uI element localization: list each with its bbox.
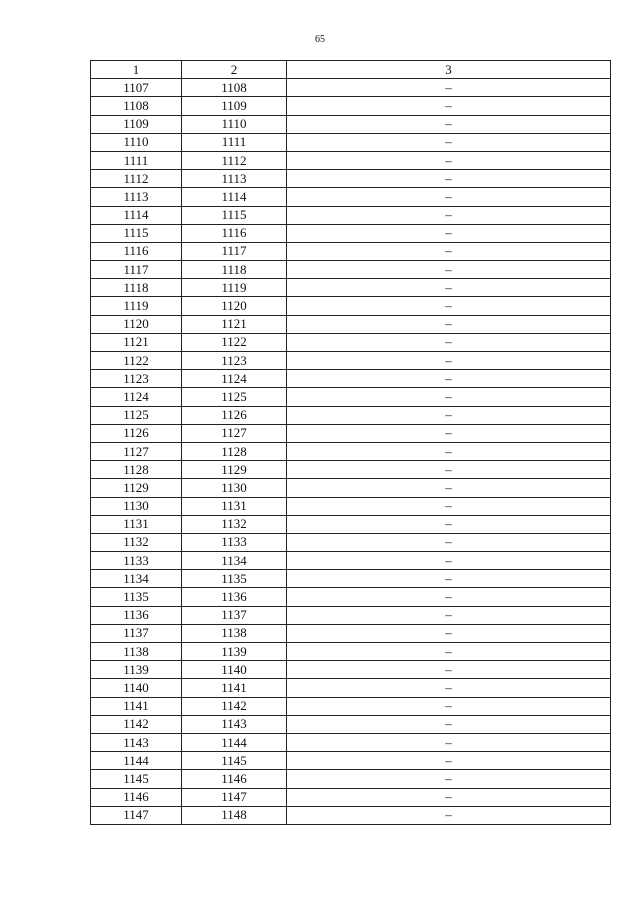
table-cell-col-3: – (287, 297, 611, 315)
table-cell-col-2: 1132 (182, 515, 287, 533)
table-row (91, 461, 611, 479)
table-cell-col-3: – (287, 643, 611, 661)
table-cell-col-2: 1144 (182, 733, 287, 751)
table-cell-col-2: 1145 (182, 752, 287, 770)
table-cell-col-1: 1116 (91, 242, 182, 260)
table-row (91, 242, 611, 260)
table-cell-col-3: – (287, 424, 611, 442)
table-cell-col-1: 1109 (91, 115, 182, 133)
table-row (91, 679, 611, 697)
table-cell-col-1: 1137 (91, 624, 182, 642)
table-cell-col-2: 1122 (182, 333, 287, 351)
table-row (91, 715, 611, 733)
table-cell-col-1: 1126 (91, 424, 182, 442)
table-cell-col-1: 1134 (91, 570, 182, 588)
table-cell-col-3: – (287, 279, 611, 297)
table-row (91, 442, 611, 460)
table-cell-col-2: 1111 (182, 133, 287, 151)
table-row (91, 188, 611, 206)
table-cell-col-1: 1115 (91, 224, 182, 242)
table-cell-col-3: – (287, 588, 611, 606)
table-row (91, 206, 611, 224)
table-row (91, 352, 611, 370)
table-cell-col-2: 1115 (182, 206, 287, 224)
table-row (91, 497, 611, 515)
column-header-3: 3 (287, 61, 611, 79)
table-cell-col-2: 1128 (182, 442, 287, 460)
table-cell-col-3: – (287, 679, 611, 697)
table-cell-col-3: – (287, 224, 611, 242)
table-cell-col-2: 1146 (182, 770, 287, 788)
table-row (91, 570, 611, 588)
table-cell-col-3: – (287, 806, 611, 824)
table-cell-col-1: 1120 (91, 315, 182, 333)
table-cell-col-2: 1120 (182, 297, 287, 315)
table-cell-col-2: 1117 (182, 242, 287, 260)
table-cell-col-1: 1130 (91, 497, 182, 515)
table-cell-col-3: – (287, 570, 611, 588)
table-row (91, 388, 611, 406)
table-cell-col-2: 1133 (182, 533, 287, 551)
table-cell-col-1: 1127 (91, 442, 182, 460)
table-cell-col-3: – (287, 606, 611, 624)
table-row (91, 133, 611, 151)
table-cell-col-3: – (287, 697, 611, 715)
table-row (91, 79, 611, 97)
table-cell-col-2: 1134 (182, 552, 287, 570)
table-cell-col-3: – (287, 315, 611, 333)
table-row (91, 279, 611, 297)
table-cell-col-3: – (287, 788, 611, 806)
table-row (91, 97, 611, 115)
table-cell-col-2: 1113 (182, 170, 287, 188)
table-row (91, 806, 611, 824)
table-row (91, 224, 611, 242)
table-row (91, 370, 611, 388)
table-cell-col-2: 1126 (182, 406, 287, 424)
table-cell-col-3: – (287, 497, 611, 515)
table-cell-col-1: 1123 (91, 370, 182, 388)
table-cell-col-3: – (287, 352, 611, 370)
data-table (90, 60, 611, 825)
table-cell-col-2: 1131 (182, 497, 287, 515)
table-cell-col-2: 1135 (182, 570, 287, 588)
table-cell-col-3: – (287, 79, 611, 97)
table-cell-col-2: 1119 (182, 279, 287, 297)
table-cell-col-3: – (287, 770, 611, 788)
table-cell-col-3: – (287, 261, 611, 279)
table-cell-col-3: – (287, 715, 611, 733)
table-cell-col-3: – (287, 333, 611, 351)
table-cell-col-2: 1121 (182, 315, 287, 333)
table-cell-col-2: 1109 (182, 97, 287, 115)
table-cell-col-2: 1124 (182, 370, 287, 388)
column-header-1: 1 (91, 61, 182, 79)
table-row (91, 661, 611, 679)
table-cell-col-3: – (287, 115, 611, 133)
column-header-2: 2 (182, 61, 287, 79)
table-cell-col-3: – (287, 388, 611, 406)
table-row (91, 261, 611, 279)
table-row (91, 697, 611, 715)
table-cell-col-3: – (287, 661, 611, 679)
table-row (91, 515, 611, 533)
table-row (91, 733, 611, 751)
table-cell-col-2: 1125 (182, 388, 287, 406)
table-cell-col-2: 1116 (182, 224, 287, 242)
table-cell-col-2: 1129 (182, 461, 287, 479)
table-cell-col-3: – (287, 206, 611, 224)
table-cell-col-2: 1114 (182, 188, 287, 206)
table-cell-col-1: 1111 (91, 151, 182, 169)
table-cell-col-3: – (287, 133, 611, 151)
table-cell-col-1: 1144 (91, 752, 182, 770)
table-cell-col-1: 1121 (91, 333, 182, 351)
table-cell-col-2: 1147 (182, 788, 287, 806)
table-cell-col-1: 1112 (91, 170, 182, 188)
table-cell-col-2: 1140 (182, 661, 287, 679)
table-cell-col-1: 1125 (91, 406, 182, 424)
table-cell-col-3: – (287, 170, 611, 188)
table-row (91, 552, 611, 570)
table-cell-col-2: 1130 (182, 479, 287, 497)
table-cell-col-2: 1127 (182, 424, 287, 442)
table-cell-col-3: – (287, 188, 611, 206)
table-cell-col-1: 1114 (91, 206, 182, 224)
table-cell-col-1: 1108 (91, 97, 182, 115)
table-cell-col-2: 1139 (182, 643, 287, 661)
table-cell-col-2: 1110 (182, 115, 287, 133)
table-cell-col-1: 1147 (91, 806, 182, 824)
table-row (91, 170, 611, 188)
table-cell-col-1: 1133 (91, 552, 182, 570)
table-header-row (91, 61, 611, 79)
table-cell-col-3: – (287, 533, 611, 551)
table-row (91, 424, 611, 442)
table-row (91, 297, 611, 315)
table-cell-col-3: – (287, 370, 611, 388)
table-row (91, 788, 611, 806)
table-cell-col-3: – (287, 461, 611, 479)
table-cell-col-1: 1131 (91, 515, 182, 533)
table-cell-col-2: 1137 (182, 606, 287, 624)
table-cell-col-1: 1117 (91, 261, 182, 279)
table-cell-col-3: – (287, 733, 611, 751)
table-row (91, 752, 611, 770)
table-cell-col-3: – (287, 442, 611, 460)
table-row (91, 643, 611, 661)
table-cell-col-1: 1119 (91, 297, 182, 315)
table-cell-col-1: 1122 (91, 352, 182, 370)
table-row (91, 770, 611, 788)
table-cell-col-3: – (287, 515, 611, 533)
table-row (91, 588, 611, 606)
table-cell-col-2: 1143 (182, 715, 287, 733)
table-cell-col-2: 1141 (182, 679, 287, 697)
table-cell-col-1: 1113 (91, 188, 182, 206)
table-cell-col-1: 1141 (91, 697, 182, 715)
table-cell-col-3: – (287, 552, 611, 570)
table-cell-col-1: 1142 (91, 715, 182, 733)
table-cell-col-2: 1148 (182, 806, 287, 824)
table-cell-col-3: – (287, 97, 611, 115)
table-cell-col-1: 1129 (91, 479, 182, 497)
table-cell-col-2: 1112 (182, 151, 287, 169)
table-cell-col-1: 1138 (91, 643, 182, 661)
table-cell-col-2: 1138 (182, 624, 287, 642)
table-cell-col-1: 1146 (91, 788, 182, 806)
table-cell-col-2: 1136 (182, 588, 287, 606)
table-row (91, 151, 611, 169)
table-cell-col-1: 1143 (91, 733, 182, 751)
table-cell-col-1: 1107 (91, 79, 182, 97)
table-cell-col-1: 1110 (91, 133, 182, 151)
table-row (91, 533, 611, 551)
table-row (91, 406, 611, 424)
table-cell-col-3: – (287, 151, 611, 169)
table-cell-col-1: 1124 (91, 388, 182, 406)
table-body (91, 79, 611, 825)
table-cell-col-3: – (287, 406, 611, 424)
table-cell-col-3: – (287, 479, 611, 497)
table-cell-col-3: – (287, 242, 611, 260)
table-cell-col-1: 1128 (91, 461, 182, 479)
table-cell-col-2: 1142 (182, 697, 287, 715)
table-cell-col-1: 1140 (91, 679, 182, 697)
page-number: 65 (315, 34, 325, 45)
table-cell-col-1: 1132 (91, 533, 182, 551)
table-cell-col-2: 1118 (182, 261, 287, 279)
table-cell-col-1: 1118 (91, 279, 182, 297)
table-cell-col-1: 1139 (91, 661, 182, 679)
table-cell-col-1: 1135 (91, 588, 182, 606)
table-cell-col-3: – (287, 624, 611, 642)
table-cell-col-1: 1136 (91, 606, 182, 624)
table-row (91, 315, 611, 333)
table-row (91, 479, 611, 497)
table-cell-col-2: 1108 (182, 79, 287, 97)
table-row (91, 606, 611, 624)
table-row (91, 333, 611, 351)
table-cell-col-3: – (287, 752, 611, 770)
table-row (91, 115, 611, 133)
table-row (91, 624, 611, 642)
table-cell-col-2: 1123 (182, 352, 287, 370)
table-cell-col-1: 1145 (91, 770, 182, 788)
